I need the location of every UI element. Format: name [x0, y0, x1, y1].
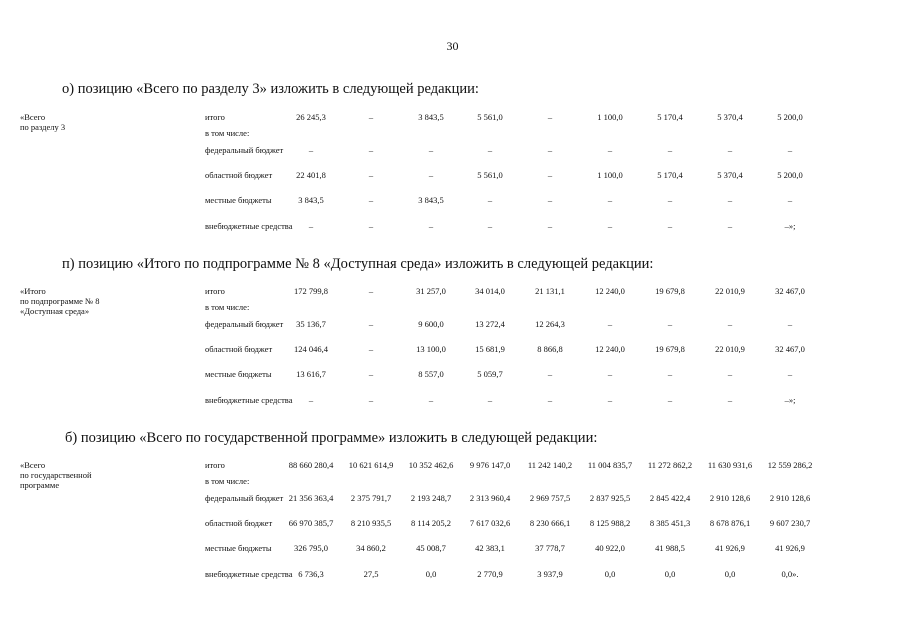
- table-cell: 5 370,4: [717, 112, 743, 122]
- table-cell: 13 272,4: [475, 319, 505, 329]
- row-name: итого: [205, 112, 225, 122]
- table-cell: –: [667, 145, 673, 155]
- table-cell: –: [547, 195, 553, 205]
- table-cell: –: [368, 286, 374, 296]
- table-cell: –: [368, 112, 374, 122]
- table-cell: –: [727, 369, 733, 379]
- row-name: областной бюджет: [205, 170, 273, 180]
- table-row: [20, 170, 890, 194]
- table-cell: 8 230 666,1: [529, 518, 571, 528]
- table-cell: 22 010,9: [715, 286, 745, 296]
- row-name: итого: [205, 286, 225, 296]
- table-cell: 41 926,9: [715, 543, 745, 553]
- table-row: [20, 518, 890, 542]
- table-cell: 5 561,0: [477, 170, 503, 180]
- table-cell: 11 630 931,6: [707, 460, 753, 470]
- table-cell: 8 210 935,5: [350, 518, 392, 528]
- table-cell: –: [547, 145, 553, 155]
- table-cell: 32 467,0: [775, 286, 805, 296]
- table-cell: 8 866,8: [537, 344, 563, 354]
- table-cell: 13 616,7: [296, 369, 326, 379]
- table-cell: 11 242 140,2: [527, 460, 573, 470]
- table-row: [20, 221, 890, 245]
- table-cell: 22 010,9: [715, 344, 745, 354]
- row-name: в том числе:: [205, 302, 250, 312]
- table-cell: 45 008,7: [416, 543, 446, 553]
- table-row: [20, 569, 890, 593]
- position-label: «Всего по разделу 3: [20, 112, 66, 132]
- row-name: федеральный бюджет: [205, 319, 284, 329]
- row-name: в том числе:: [205, 128, 250, 138]
- table-cell: 21 131,1: [535, 286, 565, 296]
- table-cell: –: [487, 145, 493, 155]
- table-cell: –: [667, 319, 673, 329]
- section-heading: б) позицию «Всего по государственной программе» изложить в следующей редакции:: [65, 430, 598, 446]
- table-cell: 12 240,0: [595, 344, 625, 354]
- table-row: [20, 344, 890, 368]
- table-cell: 1 100,0: [597, 170, 623, 180]
- page-number: 30: [446, 39, 459, 53]
- table-cell: –: [308, 395, 314, 405]
- table-cell: –: [428, 395, 434, 405]
- row-name: местные бюджеты: [205, 369, 272, 379]
- table-cell: 8 678 876,1: [709, 518, 751, 528]
- table-row: [20, 395, 890, 419]
- table-cell: 35 136,7: [296, 319, 326, 329]
- table-cell: 40 922,0: [595, 543, 625, 553]
- table-cell: –: [487, 221, 493, 231]
- table-row: [20, 543, 890, 567]
- table-cell: –: [487, 195, 493, 205]
- table-cell: –: [368, 369, 374, 379]
- table-cell: 0,0: [604, 569, 616, 579]
- table-cell: 124 046,4: [294, 344, 328, 354]
- table-cell: –: [787, 195, 793, 205]
- table-cell: 9 600,0: [418, 319, 444, 329]
- table-cell: 5 561,0: [477, 112, 503, 122]
- table-cell: –: [607, 221, 613, 231]
- table-row: [20, 369, 890, 393]
- table-cell: 11 004 835,7: [587, 460, 633, 470]
- table-cell: 8 114 205,2: [410, 518, 452, 528]
- table-cell: –: [547, 395, 553, 405]
- row-name: итого: [205, 460, 225, 470]
- table-cell: 172 799,8: [294, 286, 328, 296]
- table-cell: –: [607, 145, 613, 155]
- table-cell: 31 257,0: [416, 286, 446, 296]
- table-cell: 2 837 925,5: [589, 493, 631, 503]
- table-cell: –: [607, 395, 613, 405]
- row-name: областной бюджет: [205, 518, 273, 528]
- table-cell: 2 193 248,7: [410, 493, 452, 503]
- table-cell: 3 843,5: [418, 112, 444, 122]
- table-cell: 9 976 147,0: [469, 460, 511, 470]
- table-cell: –: [787, 145, 793, 155]
- table-cell: 5 200,0: [777, 112, 803, 122]
- table-row: [20, 319, 890, 343]
- table-cell: 37 778,7: [535, 543, 565, 553]
- table-cell: 5 059,7: [477, 369, 503, 379]
- table-cell: –: [547, 112, 553, 122]
- table-cell: 66 970 385,7: [288, 518, 334, 528]
- table-cell: 1 100,0: [597, 112, 623, 122]
- table-cell: –: [727, 319, 733, 329]
- table-row: [20, 493, 890, 517]
- table-cell: 22 401,8: [296, 170, 326, 180]
- table-cell: 2 770,9: [477, 569, 503, 579]
- position-label: «Итого по подпрограмме № 8 «Доступная среда»: [20, 286, 100, 316]
- table-cell: 13 100,0: [416, 344, 446, 354]
- table-cell: 41 926,9: [775, 543, 805, 553]
- row-name: областной бюджет: [205, 344, 273, 354]
- table-cell: 0,0: [724, 569, 736, 579]
- table-cell: 9 607 230,7: [769, 518, 811, 528]
- table-cell: 3 937,9: [537, 569, 563, 579]
- table-cell: 0,0».: [781, 569, 799, 579]
- table-cell: 19 679,8: [655, 344, 685, 354]
- table-cell: –: [727, 221, 733, 231]
- table-cell: –: [547, 369, 553, 379]
- table-cell: –: [727, 395, 733, 405]
- table-cell: 5 170,4: [657, 170, 683, 180]
- table-cell: 2 313 960,4: [469, 493, 511, 503]
- section-heading: о) позицию «Всего по разделу 3» изложить в следующей редакции:: [62, 81, 479, 97]
- row-name: федеральный бюджет: [205, 145, 284, 155]
- table-cell: –: [667, 369, 673, 379]
- table-cell: –: [667, 195, 673, 205]
- table-cell: –: [368, 395, 374, 405]
- table-cell: 32 467,0: [775, 344, 805, 354]
- table-cell: 2 375 791,7: [350, 493, 392, 503]
- table-cell: –: [368, 195, 374, 205]
- table-cell: 21 356 363,4: [288, 493, 334, 503]
- table-cell: 42 383,1: [475, 543, 505, 553]
- table-cell: 10 352 462,6: [408, 460, 454, 470]
- row-name: федеральный бюджет: [205, 493, 284, 503]
- table-cell: –»;: [784, 221, 796, 231]
- table-cell: –: [787, 369, 793, 379]
- table-cell: –: [368, 221, 374, 231]
- table-cell: 8 557,0: [418, 369, 444, 379]
- table-cell: 15 681,9: [475, 344, 505, 354]
- table-cell: –: [667, 221, 673, 231]
- table-cell: 7 617 032,6: [469, 518, 511, 528]
- table-cell: 26 245,3: [296, 112, 326, 122]
- table-cell: 19 679,8: [655, 286, 685, 296]
- table-cell: 34 860,2: [356, 543, 386, 553]
- table-row: [20, 145, 890, 169]
- table-cell: 8 125 988,2: [589, 518, 631, 528]
- table-cell: –: [368, 319, 374, 329]
- table-cell: 2 910 128,6: [709, 493, 751, 503]
- table-cell: 3 843,5: [298, 195, 324, 205]
- table-cell: 11 272 862,2: [647, 460, 693, 470]
- table-cell: 88 660 280,4: [288, 460, 334, 470]
- table-cell: –: [308, 145, 314, 155]
- table-row: [20, 195, 890, 219]
- table-cell: –: [428, 221, 434, 231]
- table-cell: –: [368, 145, 374, 155]
- table-cell: 2 969 757,5: [529, 493, 571, 503]
- row-name: местные бюджеты: [205, 195, 272, 205]
- section-heading: п) позицию «Итого по подпрограмме № 8 «Доступная среда» изложить в следующей редакции:: [62, 256, 654, 272]
- table-cell: 2 845 422,4: [649, 493, 691, 503]
- table-cell: 0,0: [664, 569, 676, 579]
- table-cell: 3 843,5: [418, 195, 444, 205]
- table-cell: 326 795,0: [294, 543, 328, 553]
- table-cell: –: [607, 319, 613, 329]
- table-cell: –: [368, 344, 374, 354]
- table-cell: 6 736,3: [298, 569, 324, 579]
- table-cell: 5 370,4: [717, 170, 743, 180]
- table-cell: –: [308, 221, 314, 231]
- table-cell: –: [428, 170, 434, 180]
- table-cell: 5 170,4: [657, 112, 683, 122]
- table-cell: 0,0: [425, 569, 437, 579]
- table-cell: –: [607, 369, 613, 379]
- table-cell: 34 014,0: [475, 286, 505, 296]
- table-cell: –: [607, 195, 613, 205]
- row-name: внебюджетные средства: [205, 569, 293, 579]
- row-name: внебюджетные средства: [205, 395, 293, 405]
- table-cell: 12 559 286,2: [767, 460, 813, 470]
- row-name: внебюджетные средства: [205, 221, 293, 231]
- table-cell: 27,5: [363, 569, 379, 579]
- table-cell: –: [547, 170, 553, 180]
- table-cell: 12 264,3: [535, 319, 565, 329]
- table-cell: –: [368, 170, 374, 180]
- table-cell: –»;: [784, 395, 796, 405]
- table-cell: 10 621 614,9: [348, 460, 394, 470]
- table-cell: 5 200,0: [777, 170, 803, 180]
- table-cell: –: [547, 221, 553, 231]
- position-label: «Всего по государственной программе: [20, 460, 92, 490]
- table-cell: –: [727, 195, 733, 205]
- table-cell: 8 385 451,3: [649, 518, 691, 528]
- table-cell: –: [787, 319, 793, 329]
- table-cell: –: [667, 395, 673, 405]
- table-cell: –: [487, 395, 493, 405]
- table-cell: –: [428, 145, 434, 155]
- row-name: местные бюджеты: [205, 543, 272, 553]
- table-cell: –: [727, 145, 733, 155]
- table-cell: 41 988,5: [655, 543, 685, 553]
- row-name: в том числе:: [205, 476, 250, 486]
- table-cell: 12 240,0: [595, 286, 625, 296]
- table-cell: 2 910 128,6: [769, 493, 811, 503]
